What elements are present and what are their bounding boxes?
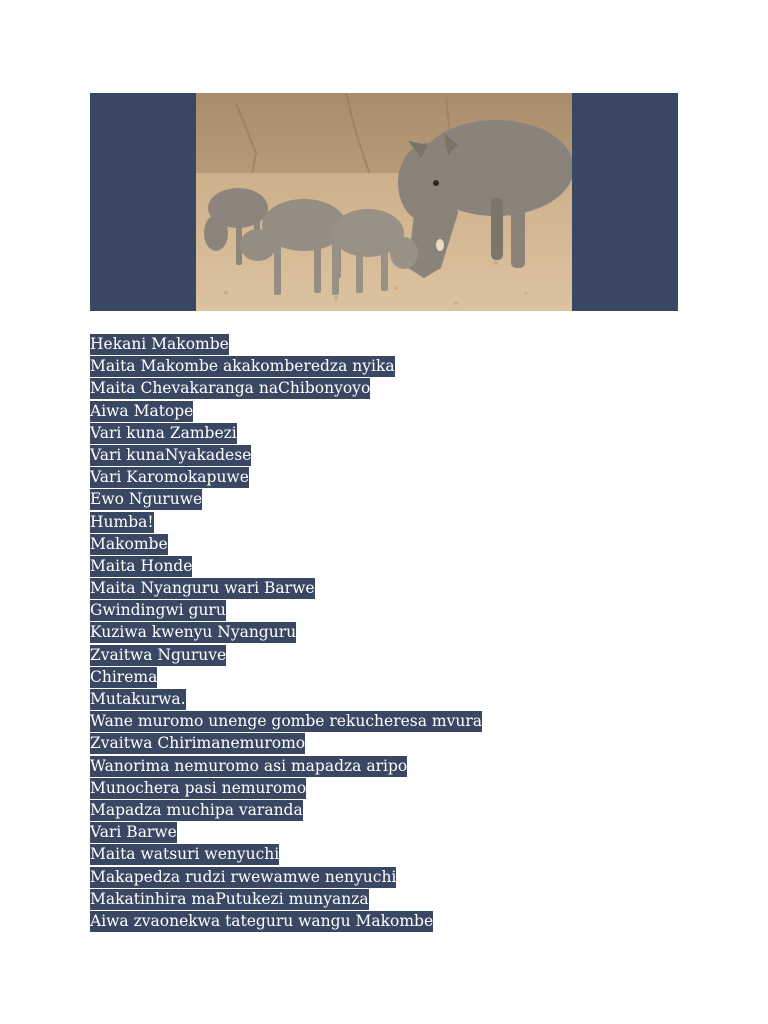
poem-line: Ewo Nguruwe xyxy=(90,490,203,509)
poem-line: Vari kunaNyakadese xyxy=(90,445,252,464)
poem-line: Vari Karomokapuwe xyxy=(90,468,249,487)
poem-line: Zvaitwa Chirimanemuromo xyxy=(90,734,306,753)
poem-line: Maita Makombe akakomberedza nyika xyxy=(90,357,395,376)
poem-line: Munochera pasi nemuromo xyxy=(90,778,307,797)
poem-line: Kuziwa kwenyu Nyanguru xyxy=(90,623,297,642)
warthog-illustration xyxy=(196,93,572,311)
header-banner xyxy=(90,93,678,311)
poem-line: Vari kuna Zambezi xyxy=(90,423,237,442)
poem-line: Zvaitwa Nguruve xyxy=(90,645,227,664)
poem-line: Maita Nyanguru wari Barwe xyxy=(90,579,315,598)
poem-line: Aiwa Matope xyxy=(90,401,194,420)
poem-line: Hekani Makombe xyxy=(90,335,229,353)
poem-line: Aiwa zvaonekwa tateguru wangu Makombe xyxy=(90,911,434,930)
poem-line: Gwindingwi guru xyxy=(90,601,226,620)
poem-line: Humba! xyxy=(90,512,154,531)
poem-line: Mapadza muchipa varanda xyxy=(90,800,303,819)
poem-line: Maita Chevakaranga naChibonyoyo xyxy=(90,379,371,398)
poem-line: Wane muromo unenge gombe rekucheresa mvura xyxy=(90,712,482,731)
poem-line: Maita Honde xyxy=(90,556,193,575)
poem-line: Wanorima nemuromo asi mapadza aripo xyxy=(90,756,408,775)
poem-line: Chirema xyxy=(90,667,158,686)
poem-line: Maita watsuri wenyuchi xyxy=(90,845,280,864)
poem-line: Vari Barwe xyxy=(90,823,177,842)
poem-line: Makapedza rudzi rwewamwe nenyuchi xyxy=(90,867,397,886)
poem-line: Makombe xyxy=(90,534,168,553)
poem-line: Makatinhira maPutukezi munyanza xyxy=(90,889,369,908)
poem-line: Mutakurwa. xyxy=(90,690,186,708)
praise-poem-lines xyxy=(90,333,482,932)
warthog-photo xyxy=(196,93,572,311)
